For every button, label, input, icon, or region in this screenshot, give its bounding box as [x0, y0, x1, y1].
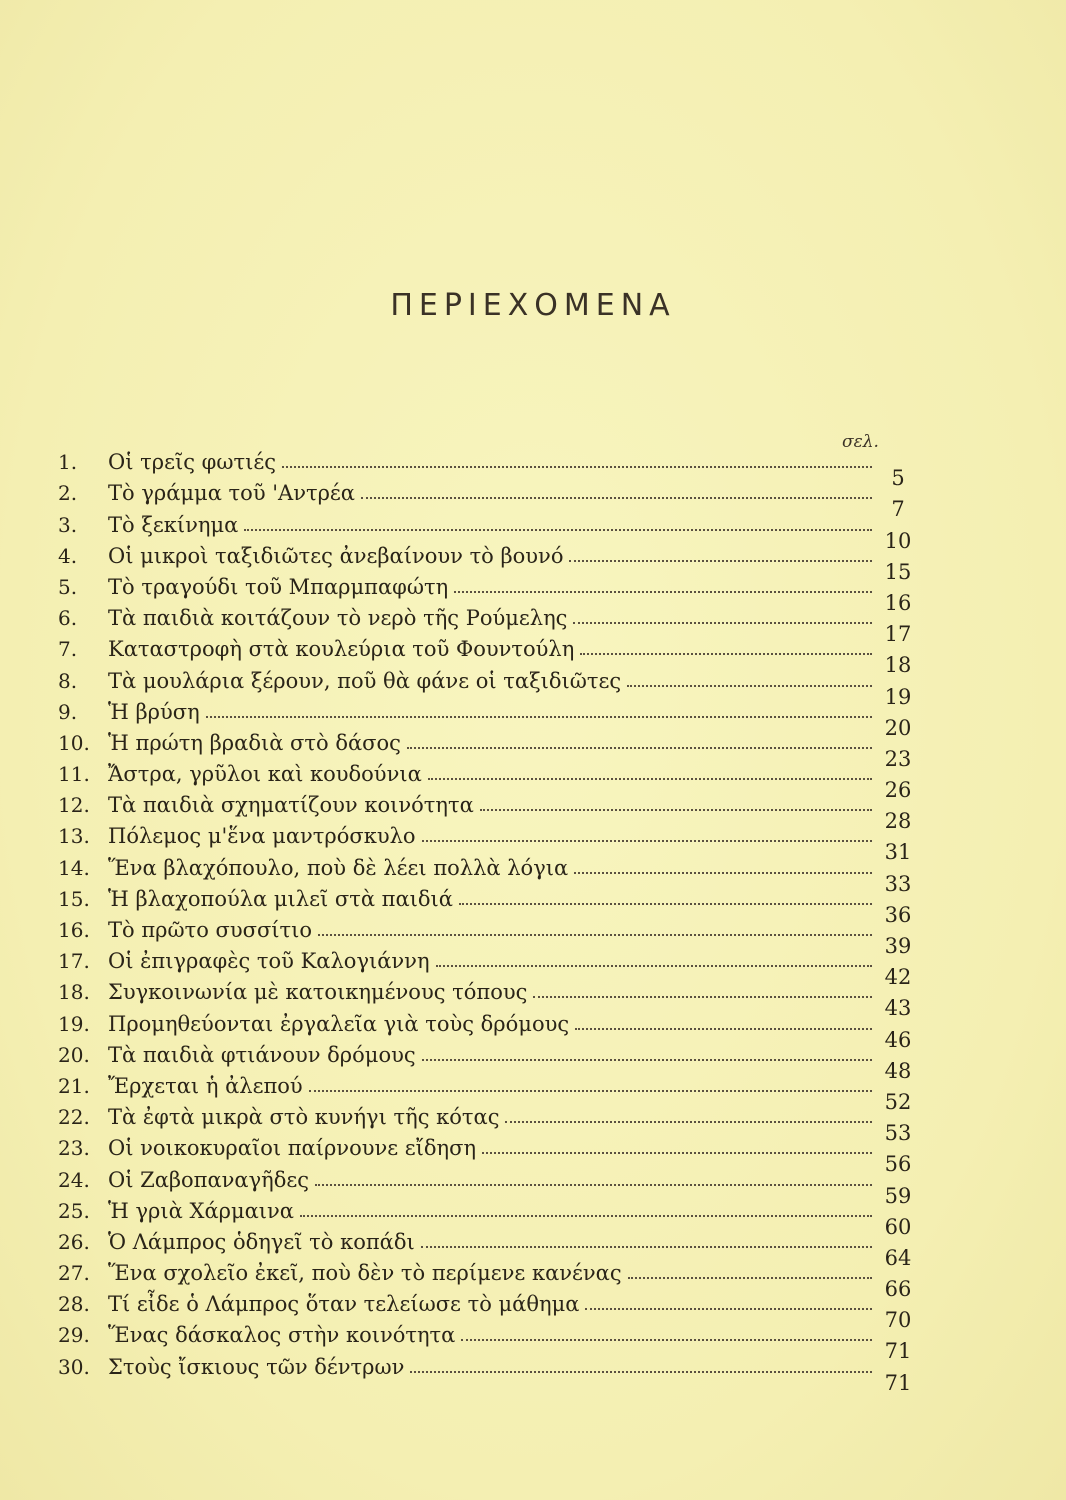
entry-number: 10. [58, 730, 90, 755]
entry-number: 9. [58, 699, 78, 724]
entry-page-number: 71 [884, 1339, 912, 1364]
entry-page-number: 19 [884, 684, 912, 709]
entry-number: 7. [58, 637, 78, 662]
page-column-label: σελ. [842, 432, 879, 452]
dot-leader [422, 1057, 872, 1061]
entry-title: Συγκοινωνία μὲ κατοικημένους τόπους [108, 980, 528, 1005]
entry-page-number: 17 [884, 622, 912, 647]
entry-number: 5. [58, 574, 78, 599]
dot-leader [569, 558, 872, 562]
entry-title: Τὰ παιδιὰ σχηματίζουν κοινότητα [108, 793, 474, 818]
entry-number: 16. [58, 918, 90, 942]
dot-leader [428, 776, 872, 780]
entry-page-number: 7 [891, 497, 905, 522]
toc-entry [58, 1317, 918, 1364]
entry-page-number: 36 [884, 902, 912, 927]
page-title: ΠΕΡΙΕΧΟΜΕΝΑ [390, 288, 676, 323]
entry-number: 4. [58, 543, 78, 568]
dot-leader [461, 1337, 872, 1341]
entry-title: Προμηθεύονται ἐργαλεῖα γιὰ τοὺς δρόμους [108, 1011, 570, 1036]
entry-number: 28. [58, 1292, 90, 1317]
entry-title: Τὸ πρῶτο συσσίτιο [108, 918, 313, 942]
entry-number: 18. [58, 980, 90, 1005]
entry-number: 13. [58, 824, 90, 849]
entry-page-number: 64 [884, 1245, 912, 1270]
dot-leader [300, 1213, 872, 1217]
toc-entry [58, 1193, 918, 1239]
dot-leader [459, 901, 872, 905]
toc-entry [58, 787, 918, 834]
entry-page-number: 46 [884, 1027, 912, 1052]
entry-page-number: 59 [884, 1183, 912, 1208]
dot-leader [421, 1244, 872, 1248]
entry-number: 23. [58, 1136, 90, 1161]
entry-title: Ὁ Λάμπρος ὁδηγεῖ τὸ κοπάδι [108, 1229, 415, 1254]
entry-number: 20. [58, 1042, 90, 1067]
table-of-contents [58, 444, 918, 1395]
toc-entry [58, 1130, 918, 1177]
entry-number: 25. [58, 1198, 90, 1223]
dot-leader [480, 807, 872, 811]
toc-entry [58, 600, 918, 647]
toc-entry [58, 1161, 918, 1208]
entry-page-number: 31 [884, 840, 912, 865]
entry-number: 15. [58, 886, 90, 911]
entry-page-number: 71 [884, 1370, 912, 1395]
toc-entry [58, 943, 918, 990]
entry-title: Ἕνα σχολεῖο ἐκεῖ, ποὺ δὲν τὸ περίμενε κανένας [108, 1261, 622, 1286]
toc-entry [58, 1224, 918, 1270]
toc-entry [58, 475, 918, 522]
entry-title: Ἡ βλαχοπούλα μιλεῖ στὰ παιδιά [108, 886, 453, 911]
entry-title: Καταστροφὴ στὰ κουλεύρια τοῦ Φουντούλη [108, 637, 575, 662]
toc-entry [58, 694, 918, 740]
entry-title: Ἔρχεται ἡ ἀλεπού [108, 1073, 303, 1098]
entry-title: Τὸ γράμμα τοῦ 'Αντρέα [108, 481, 355, 506]
entry-title: Ἄστρα, γρῦλοι καὶ κουδούνια [108, 762, 422, 787]
entry-page-number: 48 [884, 1058, 912, 1083]
entry-number: 24. [58, 1167, 90, 1192]
entry-title: Ἡ βρύση [108, 699, 200, 724]
toc-entry [58, 631, 918, 678]
entry-title: Οἱ μικροὶ ταξιδιῶτες ἀνεβαίνουν τὸ βουνό [108, 543, 564, 568]
entry-title: Πόλεμος μ'ἕνα μαντρόσκυλο [108, 824, 416, 849]
entry-number: 17. [58, 949, 90, 974]
toc-entry [58, 974, 918, 1021]
entry-title: Τὰ παιδιὰ κοιτάζουν τὸ νερὸ τῆς Ρούμελης [108, 606, 568, 631]
entry-page-number: 52 [884, 1089, 912, 1114]
entry-page-number: 39 [884, 934, 912, 958]
entry-page-number: 66 [884, 1277, 912, 1302]
toc-entry [58, 569, 918, 615]
entry-page-number: 53 [884, 1121, 912, 1146]
entry-number: 11. [58, 762, 90, 787]
entry-title: Τὸ τραγούδι τοῦ Μπαρμπαφώτη [108, 574, 449, 599]
entry-page-number: 70 [884, 1308, 912, 1333]
toc-entry [58, 1037, 918, 1083]
dot-leader [573, 620, 872, 624]
dot-leader [482, 1150, 872, 1154]
entry-number: 21. [58, 1073, 90, 1098]
toc-entry [58, 1099, 918, 1146]
entry-title: Οἱ νοικοκυραῖοι παίρνουνε εἴδηση [108, 1136, 477, 1161]
entry-number: 14. [58, 855, 90, 880]
entry-title: Τὸ ξεκίνημα [108, 512, 239, 537]
entry-number: 27. [58, 1261, 90, 1286]
dot-leader [422, 838, 872, 842]
entry-page-number: 23 [884, 746, 912, 771]
entry-title: Στοὺς ἴσκιους τῶν δέντρων [108, 1354, 405, 1379]
entry-number: 8. [58, 668, 78, 693]
entry-title: Τὰ ἐφτὰ μικρὰ στὸ κυνήγι τῆς κότας [108, 1105, 500, 1130]
entry-title: Τὰ μουλάρια ξέρουν, ποῦ θὰ φάνε οἱ ταξιδιῶτες [108, 668, 622, 693]
entry-number: 3. [58, 512, 78, 537]
toc-entry [58, 538, 918, 584]
entry-page-number: 10 [884, 528, 912, 553]
dot-leader [533, 994, 872, 998]
entry-title: Τί εἶδε ὁ Λάμπρος ὅταν τελείωσε τὸ μάθημα [108, 1292, 580, 1317]
toc-entry [58, 1005, 918, 1052]
dot-leader [628, 1275, 872, 1279]
entry-page-number: 18 [884, 653, 912, 678]
entry-number: 1. [58, 450, 78, 475]
entry-number: 29. [58, 1323, 90, 1348]
entry-number: 2. [58, 481, 78, 506]
dot-leader [436, 963, 872, 967]
toc-entry [58, 1255, 918, 1302]
toc-entry [58, 849, 918, 896]
dot-leader [580, 651, 872, 655]
dot-leader [575, 1026, 872, 1030]
entry-page-number: 60 [884, 1214, 912, 1239]
toc-entry [58, 756, 918, 803]
toc-entry [58, 662, 918, 709]
toc-entry [58, 725, 918, 771]
dot-leader [315, 1182, 872, 1186]
dot-leader [574, 870, 872, 874]
entry-page-number: 56 [884, 1152, 912, 1177]
entry-page-number: 43 [884, 996, 912, 1021]
toc-entry [58, 1068, 918, 1114]
toc-entry [58, 912, 918, 958]
entry-page-number: 16 [884, 590, 912, 615]
entry-title: Ἕνα βλαχόπουλο, ποὺ δὲ λέει πολλὰ λόγια [108, 855, 569, 880]
toc-entry [58, 1286, 918, 1333]
entry-page-number: 5 [891, 466, 905, 491]
toc-entry [58, 506, 918, 553]
entry-page-number: 15 [884, 559, 912, 584]
entry-title: Ἡ πρώτη βραδιὰ στὸ δάσος [108, 730, 401, 755]
entry-number: 12. [58, 793, 90, 818]
entry-title: Οἱ τρεῖς φωτιές [108, 450, 276, 475]
entry-number: 30. [58, 1354, 90, 1379]
entry-title: Οἱ ἐπιγραφὲς τοῦ Καλογιάννη [108, 949, 430, 974]
dot-leader [585, 1306, 872, 1310]
dot-leader [505, 1119, 872, 1123]
dot-leader [318, 932, 872, 936]
entry-number: 22. [58, 1105, 90, 1130]
entry-title: Ἕνας δάσκαλος στὴν κοινότητα [108, 1323, 456, 1348]
entry-page-number: 42 [884, 965, 912, 990]
entry-page-number: 28 [884, 809, 912, 834]
dot-leader [454, 589, 872, 593]
dot-leader [410, 1369, 872, 1373]
entry-number: 6. [58, 606, 78, 631]
dot-leader [309, 1088, 872, 1092]
dot-leader [206, 714, 872, 718]
toc-entry [58, 818, 918, 865]
dot-leader [407, 745, 872, 749]
toc-entry [58, 881, 918, 927]
dot-leader [282, 464, 872, 468]
toc-entry [58, 1348, 918, 1395]
entry-number: 19. [58, 1011, 90, 1036]
entry-page-number: 33 [884, 871, 912, 896]
entry-page-number: 26 [884, 778, 912, 803]
entry-number: 26. [58, 1229, 90, 1254]
entry-title: Τὰ παιδιὰ φτιάνουν δρόμους [108, 1042, 416, 1067]
entry-title: Ἡ γριὰ Χάρμαινα [108, 1198, 294, 1223]
dot-leader [244, 527, 872, 531]
dot-leader [627, 683, 872, 687]
toc-entry [58, 444, 918, 491]
entry-page-number: 20 [884, 715, 912, 740]
entry-title: Οἱ Ζαβοπαναγῆδες [108, 1167, 310, 1192]
dot-leader [361, 495, 872, 499]
